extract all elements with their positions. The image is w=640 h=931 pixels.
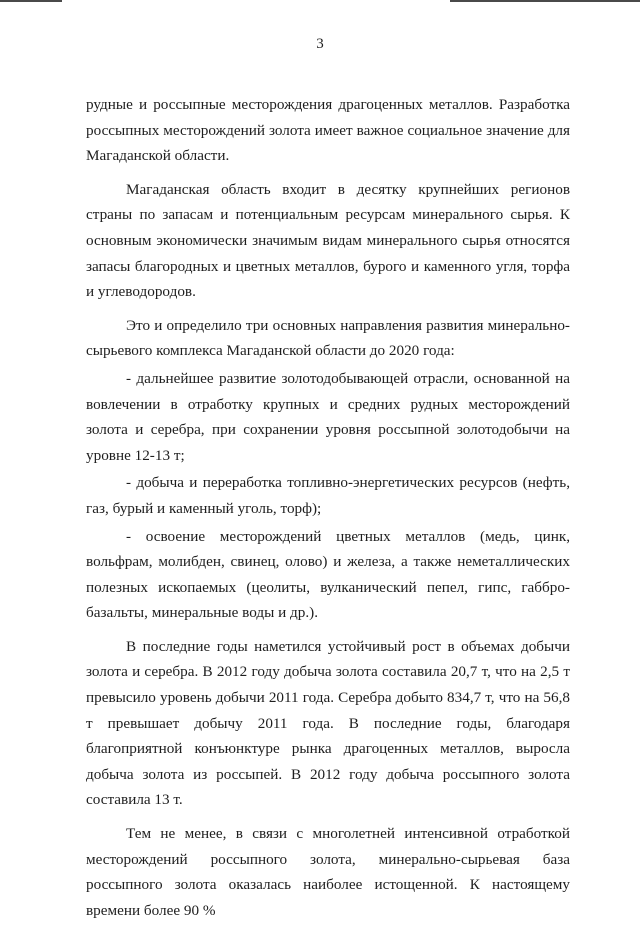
paragraph-3: Это и определило три основных направления развития минерально-сырьевого комплекса Магаданской области до 2020 года: xyxy=(86,316,570,360)
paragraph-4: В последние годы наметился устойчивый рост в объемах добычи золота и серебра. В 2012 году добыча золота составила 20,7 т, что на 2,5 т превысило уровень добычи 2011 года. Серебра добыто 834,7 т, что на 56,8 т превышает добычу 2011 года. В последние годы, благодаря благоприятной конъюнктуре рынка драгоценных металлов, выросла добыча золота из россыпей. В 2012 году добыча россыпного золота составила 13 т. xyxy=(86,637,570,809)
page-number: 3 xyxy=(316,36,324,52)
list-item-gold: - дальнейшее развитие золотодобывающей отрасли, основанной на вовлечении в отработку крупных и средних рудных месторождений золота и серебра, при сохранении уровня россыпной золотодобычи на уровне 12-13 т; xyxy=(86,369,570,464)
scan-edge-left xyxy=(0,0,62,2)
paragraph-1: рудные и россыпные месторождения драгоценных металлов. Разработка россыпных месторождений золота имеет важное социальное значение для Магаданской области. xyxy=(86,96,570,165)
list-item-metals: - освоение месторождений цветных металлов (медь, цинк, вольфрам, молибден, свинец, олово) и железа, а также неметаллических полезных ископаемых (цеолиты, вулканический пепел, гипс, габбро-базальты, минеральные воды и др.). xyxy=(86,527,570,622)
document-body xyxy=(86,92,570,931)
scan-edge-right xyxy=(450,0,640,2)
list-item-fuel: - добыча и переработка топливно-энергетических ресурсов (нефть, газ, бурый и каменный уголь, торф); xyxy=(86,474,570,517)
paragraph-2: Магаданская область входит в десятку крупнейших регионов страны по запасам и потенциальным ресурсам минерального сырья. К основным экономически значимым видам минерального сырья относятся запасы благородных и цветных металлов, бурого и каменного угля, торфа и углеводородов. xyxy=(86,180,570,301)
paragraph-5: Тем не менее, в связи с многолетней интенсивной отработкой месторождений россыпного золота, минерально-сырьевая база россыпного золота оказалась наиболее истощенной. К настоящему времени более 90 % xyxy=(86,825,570,919)
